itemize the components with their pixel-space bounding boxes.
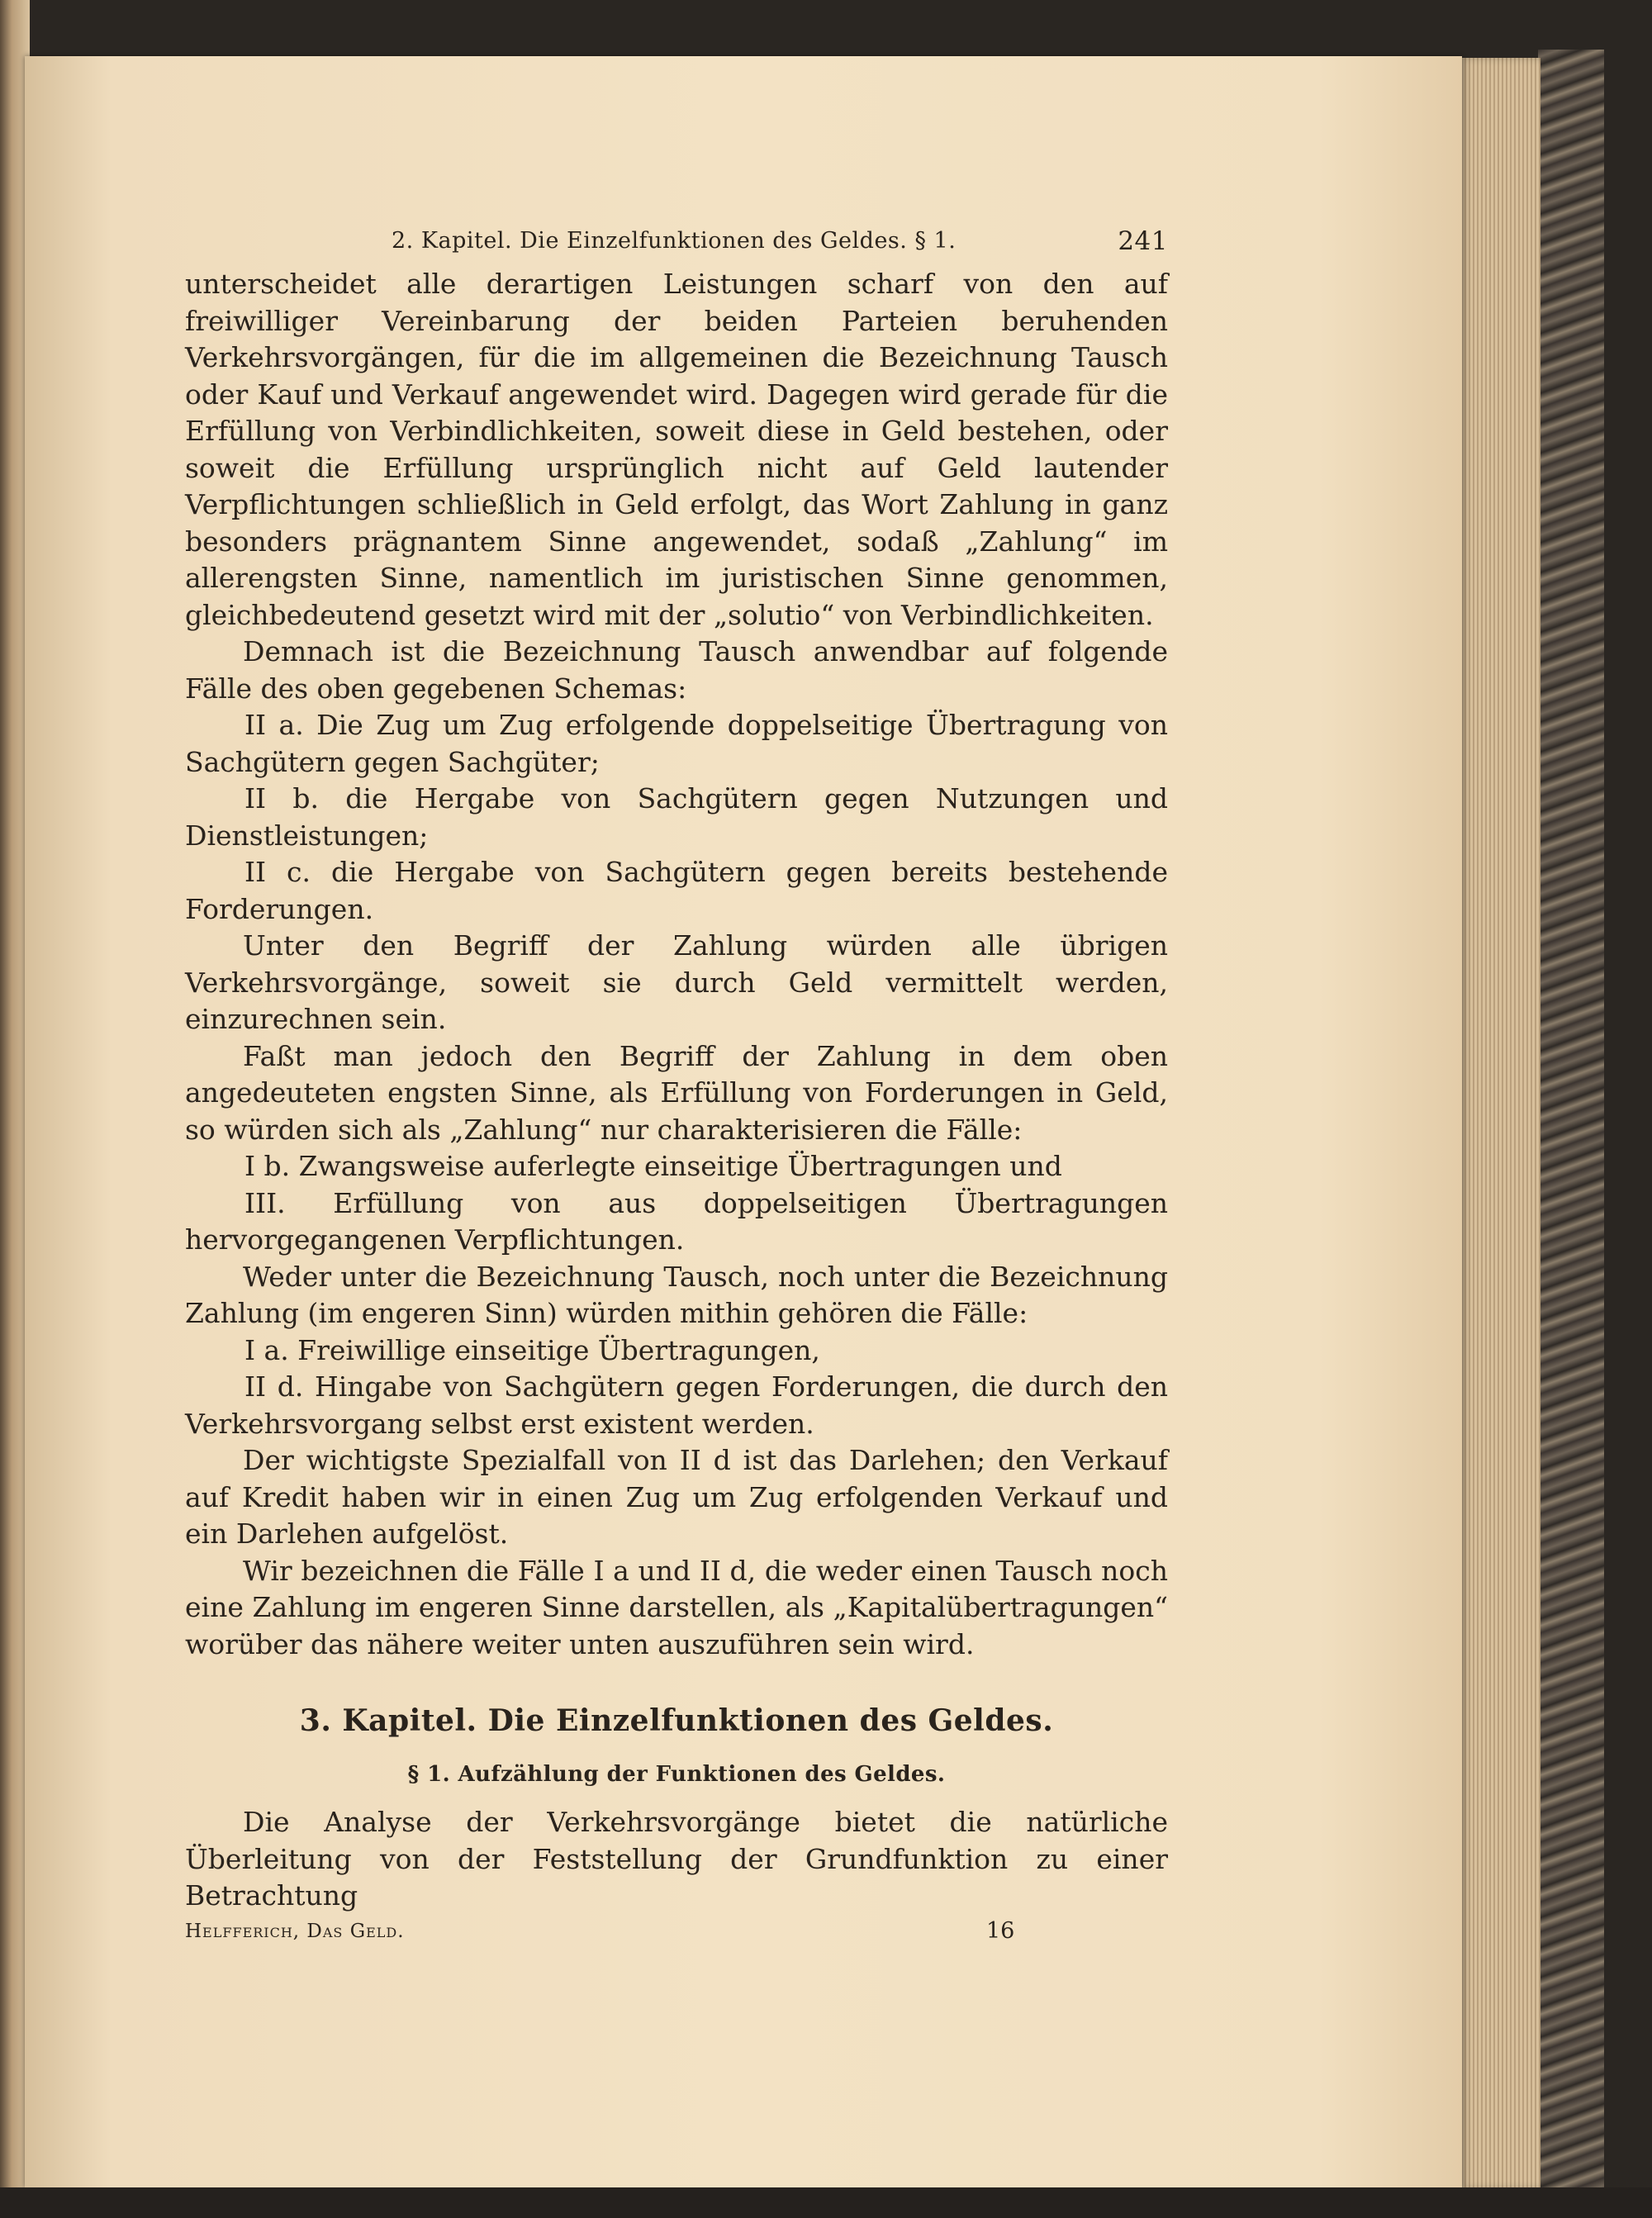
list-item: II c. die Hergabe von Sachgütern gegen bereits bestehende Forderungen. <box>185 856 1168 925</box>
book-cover-bottom <box>0 2187 1652 2218</box>
paragraph: Weder unter die Bezeichnung Tausch, noch unter die Bezeichnung Zahlung (im engeren Sinn) würden mithin gehören die Fälle: <box>185 1260 1168 1329</box>
chapter-heading: 3. Kapitel. Die Einzelfunktionen des Geldes. <box>299 1703 1054 1738</box>
paragraph: Unter den Begriff der Zahlung würden alle übrigen Verkehrsvorgänge, soweit sie durch Geld vermittelt werden, einzurechnen sein. <box>185 929 1168 1035</box>
paragraph: Faßt man jedoch den Begriff der Zahlung in dem oben angedeuteten engsten Sinne, als Erfüllung von Forderungen in Geld, so würden sich als „Zahlung“ nur charakterisieren die Fälle: <box>185 1039 1168 1146</box>
list-item: I b. Zwangsweise auferlegte einseitige Übertragungen und <box>244 1150 1062 1182</box>
list-item: I a. Freiwillige einseitige Übertragungen, <box>244 1333 820 1366</box>
paragraph: Der wichtigste Spezialfall von II d ist das Darlehen; den Verkauf auf Kredit haben wir in einen Zug um Zug erfolgenden Verkauf und ein Darlehen aufgelöst. <box>185 1444 1168 1550</box>
list-item: II d. Hingabe von Sachgütern gegen Forderungen, die durch den Verkehrsvorgang selbst erst existent werden. <box>185 1370 1168 1440</box>
list-item: II a. Die Zug um Zug erfolgende doppelseitige Übertragung von Sachgütern gegen Sachgüter; <box>185 709 1168 778</box>
section-heading: § 1. Aufzählung der Funktionen des Geldes. <box>407 1761 946 1787</box>
paragraph: unterscheidet alle derartigen Leistungen scharf von den auf freiwilliger Vereinbarung der beiden Parteien beruhenden Verkehrsvorgängen, für die im allgemeinen die Bezeichnung Tausch oder Kauf und Verkauf angewendet wird. Dagegen wird gerade für die Erfüllung von Verbindlichkeiten, soweit diese in Geld bestehen, oder soweit die Erfüllung ursprünglich nicht auf Geld lautender Verpflichtungen schließlich in Geld erfolgt, das Wort Zahlung in ganz besonders prägnantem Sinne angewendet, sodaß „Zahlung“ im allerengsten Sinne, namentlich im juristischen Sinne genommen, gleichbedeutend gesetzt wird mit der „solutio“ von Verbindlichkeiten. <box>185 268 1168 631</box>
running-head-title: 2. Kapitel. Die Einzelfunktionen des Geldes. § 1. <box>392 228 957 254</box>
footer-author: Helfferich, Das Geld. <box>185 1920 405 1942</box>
page-number: 241 <box>1118 226 1168 256</box>
signature-mark: 16 <box>986 1917 1015 1944</box>
paragraph: Wir bezeichnen die Fälle I a und II d, die weder einen Tausch noch eine Zahlung im engeren Sinne darstellen, als „Kapitalübertragungen“ worüber das nähere weiter unten auszuführen sein wird. <box>185 1554 1168 1660</box>
list-item: II b. die Hergabe von Sachgütern gegen Nutzungen und Dienstleistungen; <box>185 782 1168 852</box>
paragraph: Die Analyse der Verkehrsvorgänge bietet die natürliche Überleitung von der Feststellung der Grundfunktion zu einer Betrachtung <box>185 1806 1168 1912</box>
page-edges <box>1458 58 1540 2189</box>
page-footer <box>185 1915 1168 1948</box>
paragraph: Demnach ist die Bezeichnung Tausch anwendbar auf folgende Fälle des oben gegebenen Schemas: <box>185 635 1168 705</box>
book-cover-right <box>1538 50 1604 2197</box>
list-item: III. Erfüllung von aus doppelseitigen Übertragungen hervorgegangenen Verpflichtungen. <box>185 1186 1168 1256</box>
running-head <box>185 216 1168 266</box>
page-text-block <box>185 216 1168 1948</box>
